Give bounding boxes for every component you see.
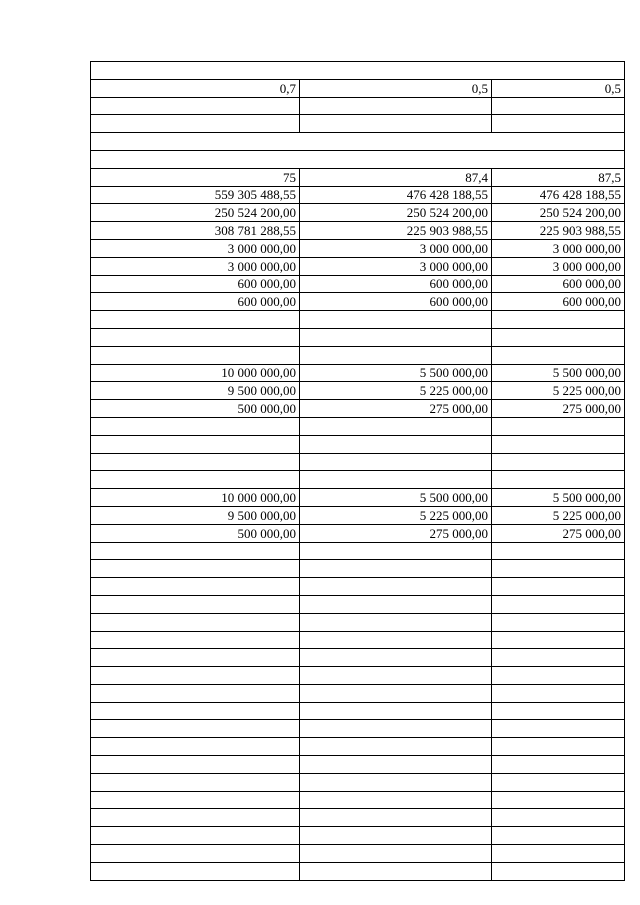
table-cell — [300, 435, 492, 453]
table-cell — [300, 542, 492, 560]
table-cell — [91, 684, 300, 702]
table-cell — [91, 311, 300, 329]
table-cell: 10 000 000,00 — [91, 489, 300, 507]
table-cell — [300, 862, 492, 880]
table-row — [91, 756, 625, 774]
table-cell: 600 000,00 — [492, 275, 625, 293]
table-cell: 5 225 000,00 — [492, 506, 625, 524]
table-cell: 225 903 988,55 — [300, 222, 492, 240]
table-cell — [492, 773, 625, 791]
table-cell — [300, 791, 492, 809]
table-cell — [300, 684, 492, 702]
table-cell — [91, 756, 300, 774]
table-cell — [492, 720, 625, 738]
table-cell — [492, 738, 625, 756]
table-cell: 3 000 000,00 — [300, 257, 492, 275]
table-row — [91, 631, 625, 649]
table-row — [91, 506, 625, 524]
table-cell — [91, 115, 300, 133]
table-cell — [91, 613, 300, 631]
table-row — [91, 222, 625, 240]
table-row — [91, 62, 625, 80]
table-cell — [492, 631, 625, 649]
table-row — [91, 702, 625, 720]
table-row — [91, 311, 625, 329]
table-cell — [91, 542, 300, 560]
table-cell — [492, 862, 625, 880]
table-row — [91, 720, 625, 738]
data-table — [90, 61, 625, 881]
table-cell: 476 428 188,55 — [300, 186, 492, 204]
table-row — [91, 257, 625, 275]
table-cell — [492, 328, 625, 346]
table-cell — [91, 435, 300, 453]
table-cell — [91, 862, 300, 880]
table-cell — [91, 809, 300, 827]
table-row — [91, 382, 625, 400]
table-cell — [300, 328, 492, 346]
table-cell — [300, 720, 492, 738]
table-cell: 75 — [91, 168, 300, 186]
table-cell: 5 225 000,00 — [300, 506, 492, 524]
table-cell — [492, 613, 625, 631]
table-cell — [492, 667, 625, 685]
table-cell: 600 000,00 — [91, 293, 300, 311]
table-cell — [300, 631, 492, 649]
table-row — [91, 471, 625, 489]
section-row-cell — [91, 150, 625, 168]
table-cell: 3 000 000,00 — [91, 257, 300, 275]
table-cell: 600 000,00 — [91, 275, 300, 293]
table-cell — [300, 773, 492, 791]
table-cell — [91, 773, 300, 791]
table-cell — [492, 115, 625, 133]
table-cell — [91, 827, 300, 845]
table-row — [91, 524, 625, 542]
table-cell — [492, 791, 625, 809]
table-row — [91, 684, 625, 702]
table-cell — [300, 311, 492, 329]
table-cell — [300, 560, 492, 578]
table-cell — [492, 649, 625, 667]
table-cell — [492, 97, 625, 115]
table-cell: 87,5 — [492, 168, 625, 186]
table-cell — [91, 471, 300, 489]
table-row — [91, 862, 625, 880]
table-row — [91, 417, 625, 435]
table-row — [91, 79, 625, 97]
table-cell: 3 000 000,00 — [492, 239, 625, 257]
table-row — [91, 738, 625, 756]
table-cell: 250 524 200,00 — [91, 204, 300, 222]
table-cell: 0,5 — [300, 79, 492, 97]
table-cell — [492, 756, 625, 774]
table-row — [91, 293, 625, 311]
table-row — [91, 560, 625, 578]
table-cell: 600 000,00 — [300, 275, 492, 293]
table-cell — [492, 435, 625, 453]
table-row — [91, 364, 625, 382]
table-cell — [91, 453, 300, 471]
table-cell — [91, 417, 300, 435]
table-cell — [492, 542, 625, 560]
table-cell — [492, 595, 625, 613]
table-cell: 0,5 — [492, 79, 625, 97]
table-cell — [492, 827, 625, 845]
table-cell — [492, 346, 625, 364]
table-row — [91, 595, 625, 613]
section-row-cell — [91, 62, 625, 80]
table-cell — [492, 417, 625, 435]
table-row — [91, 204, 625, 222]
table-cell: 5 500 000,00 — [300, 489, 492, 507]
table-cell — [91, 649, 300, 667]
table-row — [91, 773, 625, 791]
table-cell — [91, 667, 300, 685]
table-row — [91, 489, 625, 507]
table-cell — [492, 471, 625, 489]
table-row — [91, 239, 625, 257]
table-cell: 476 428 188,55 — [492, 186, 625, 204]
table-cell: 275 000,00 — [300, 400, 492, 418]
table-row — [91, 168, 625, 186]
table-cell: 3 000 000,00 — [300, 239, 492, 257]
table-cell — [91, 595, 300, 613]
table-cell — [91, 578, 300, 596]
table-row — [91, 133, 625, 151]
table-cell: 87,4 — [300, 168, 492, 186]
table-cell: 0,7 — [91, 79, 300, 97]
table-cell: 275 000,00 — [492, 524, 625, 542]
table-cell — [300, 649, 492, 667]
table-cell — [91, 791, 300, 809]
table-cell — [91, 631, 300, 649]
table-cell — [91, 97, 300, 115]
table-cell: 308 781 288,55 — [91, 222, 300, 240]
table-cell: 3 000 000,00 — [91, 239, 300, 257]
section-row-cell — [91, 133, 625, 151]
table-cell — [300, 417, 492, 435]
table-cell: 275 000,00 — [492, 400, 625, 418]
table-cell — [300, 471, 492, 489]
table-cell: 559 305 488,55 — [91, 186, 300, 204]
table-row — [91, 791, 625, 809]
table-row — [91, 809, 625, 827]
table-cell: 9 500 000,00 — [91, 506, 300, 524]
table-row — [91, 435, 625, 453]
table-cell: 500 000,00 — [91, 524, 300, 542]
table-cell: 500 000,00 — [91, 400, 300, 418]
table-row — [91, 827, 625, 845]
table-row — [91, 613, 625, 631]
table-cell — [300, 702, 492, 720]
table-cell — [300, 613, 492, 631]
table-cell: 5 225 000,00 — [492, 382, 625, 400]
table-cell — [300, 453, 492, 471]
table-cell — [91, 845, 300, 863]
table-cell: 275 000,00 — [300, 524, 492, 542]
table-cell — [300, 97, 492, 115]
table-cell: 250 524 200,00 — [300, 204, 492, 222]
table-cell: 5 500 000,00 — [492, 489, 625, 507]
table-row — [91, 328, 625, 346]
table-cell: 5 500 000,00 — [300, 364, 492, 382]
table-row — [91, 400, 625, 418]
table-row — [91, 667, 625, 685]
table-row — [91, 115, 625, 133]
table-cell: 3 000 000,00 — [492, 257, 625, 275]
table-cell — [300, 595, 492, 613]
table-row — [91, 453, 625, 471]
table-cell — [300, 809, 492, 827]
table-row — [91, 578, 625, 596]
table-row — [91, 150, 625, 168]
table-cell — [300, 756, 492, 774]
table-cell — [492, 809, 625, 827]
table-cell — [300, 827, 492, 845]
table-row — [91, 845, 625, 863]
table-cell — [492, 684, 625, 702]
table-row — [91, 97, 625, 115]
table-cell: 225 903 988,55 — [492, 222, 625, 240]
table-cell — [91, 346, 300, 364]
table-cell — [91, 328, 300, 346]
table-cell: 600 000,00 — [492, 293, 625, 311]
table-cell — [91, 702, 300, 720]
table-cell — [492, 453, 625, 471]
table-cell — [300, 346, 492, 364]
table-cell — [91, 560, 300, 578]
table-cell — [492, 702, 625, 720]
table-body — [91, 62, 625, 881]
table-row — [91, 346, 625, 364]
table-row — [91, 649, 625, 667]
table-cell — [300, 845, 492, 863]
table-cell — [300, 738, 492, 756]
table-cell — [492, 560, 625, 578]
table-cell: 5 500 000,00 — [492, 364, 625, 382]
table-row — [91, 275, 625, 293]
table-cell — [492, 845, 625, 863]
table-row — [91, 186, 625, 204]
table-cell — [492, 311, 625, 329]
table-cell — [91, 720, 300, 738]
table-cell: 9 500 000,00 — [91, 382, 300, 400]
table-cell — [300, 578, 492, 596]
table-cell — [492, 578, 625, 596]
table-row — [91, 542, 625, 560]
table-cell: 600 000,00 — [300, 293, 492, 311]
table-cell: 250 524 200,00 — [492, 204, 625, 222]
table-cell: 5 225 000,00 — [300, 382, 492, 400]
table-cell: 10 000 000,00 — [91, 364, 300, 382]
table-cell — [300, 667, 492, 685]
table-cell — [300, 115, 492, 133]
table-cell — [91, 738, 300, 756]
